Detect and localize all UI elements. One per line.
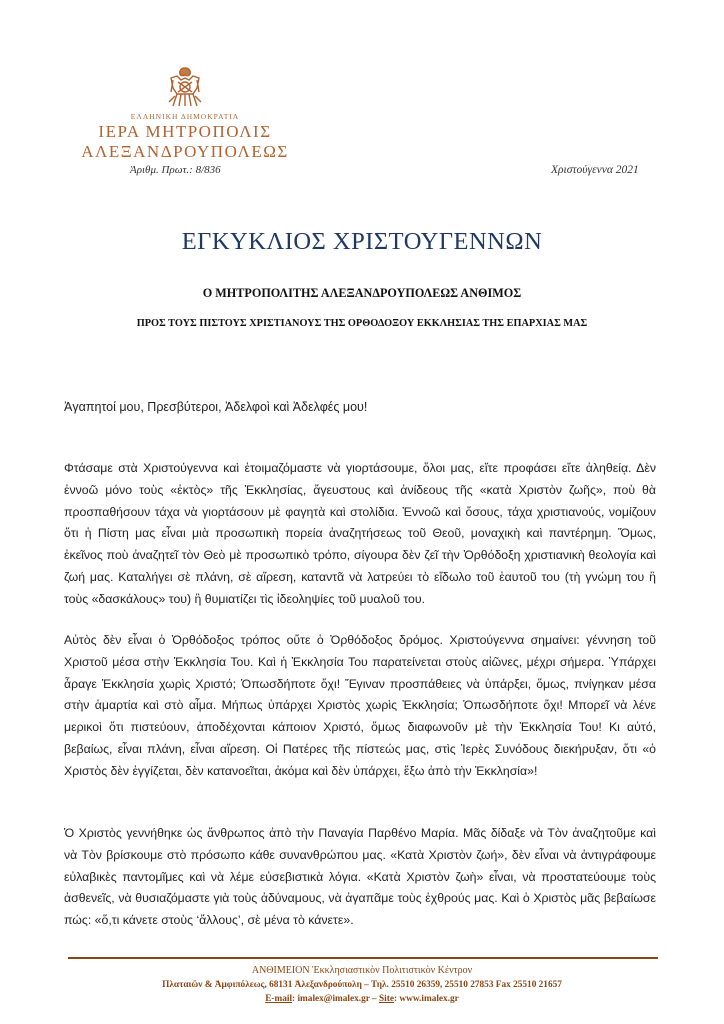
metropolis-name-line2: ΑΛΕΞΑΝΔΡΟΥΠΟΛΕΩΣ (81, 142, 289, 161)
document-date: Χριστούγεννα 2021 (551, 164, 639, 176)
double-headed-eagle-icon (163, 64, 207, 110)
site-label: Site (379, 994, 394, 1004)
footer-divider (68, 957, 658, 959)
paragraph: Ὁ Χριστὸς γεννήθηκε ὡς ἄνθρωπος ἀπὸ τὴν Παναγία Παρθένο Μαρία. Μᾶς δίδαξε νὰ Τὸν ἀναζητοῦμε καὶ νὰ Τὸν βρίσκουμε στὸ πρόσωπο κάθε συνανθρώπου μας. «Κατὰ Χριστὸν ζωή», δὲν εἶναι νὰ ἀντιγράφουμε εὐλαβικὲς παντομῖμες καὶ νὰ λέμε εὐσεβιστικὰ λόγια. «Κατὰ Χριστὸν ζωὴ» εἶναι, νὰ προστατεύουμε τοὺς ἀσθενεῖς, νὰ θυσιαζόμαστε γιὰ τοὺς ἀδύναμους, νὰ ἀγαπᾶμε τοὺς ἐχθρούς μας. Καὶ ὁ Χριστὸς μᾶς βεβαίωσε πώς: «ὅ,τι κάνετε στοὺς ‘ἄλλους’, σὲ μένα τὸ κάνετε». (64, 826, 656, 928)
site-link[interactable]: www.imalex.gr (399, 994, 459, 1004)
paragraph: Φτάσαμε στὰ Χριστούγεννα καὶ ἑτοιμαζόμαστε νὰ γιορτάσουμε, ὅλοι μας, εἴτε προφάσει εἴτε ἀληθείᾳ. Δὲν ἐννοῶ μόνο τοὺς «ἐκτὸς» τῆς Ἐκκλησίας, ἄγευστους καὶ ἀνίδεους τῆς «κατὰ Χριστὸν ζωῆς», ποὺ θὰ προσπαθήσουν τάχα νὰ γιορτάσουν μὲ φαγητὰ καὶ στολίδια. Ἐννοῶ καὶ ὅσους, τάχα χριστιανούς, νομίζουν ὅτι ἡ Πίστη μας εἶναι μιὰ προσωπικὴ πορεία ἀναζητήσεως τοῦ Θεοῦ, μοναχικὴ καὶ παντέρημη. Ὅμως, ἐκεῖνος ποὺ ἀναζητεῖ τὸν Θεὸ μὲ προσωπικὸ τρόπο, σίγουρα δὲν ζεῖ τὴν Ὀρθόδοξη χριστιανικὴ θεολογία καὶ ζωή μας. Καταλήγει σὲ πλάνη, σὲ αἵρεση, καταντᾶ νὰ λατρεύει τὸ εἴδωλο τοῦ ἑαυτοῦ του (τὴ γνώμη του ἢ τοὺς «δασκάλους» του) ἢ θυμιατίζει τὶς ἰδεοληψίες τοῦ μυαλοῦ του. (64, 461, 656, 606)
footer (0, 964, 724, 1006)
footer-contact: E-mail: imalex@imalex.gr – Site: www.imalex.gr (265, 994, 459, 1004)
email-link[interactable]: imalex@imalex.gr (297, 994, 370, 1004)
footer-organization: ΑΝΘΙΜΕΙΟΝ Ἐκκλησιαστικὸν Πολιτιστικὸν Κέντρον (251, 965, 473, 976)
document-subtitle: Ο ΜΗΤΡΟΠΟΛΙΤΗΣ ΑΛΕΞΑΝΔΡΟΥΠΟΛΕΩΣ ΑΝΘΙΜΟΣ (202, 286, 522, 300)
protocol-number: Ἀριθμ. Πρωτ.: 8/836 (130, 164, 221, 176)
greeting: Ἀγαπητοί μου, Πρεσβύτεροι, Ἀδελφοὶ καὶ Ἀδελφές μου! (64, 400, 368, 414)
document-addressee: ΠΡΟΣ ΤΟΥΣ ΠΙΣΤΟΥΣ ΧΡΙΣΤΙΑΝΟΥΣ ΤΗΣ ΟΡΘΟΔΟΞΟΥ ΕΚΚΛΗΣΙΑΣ ΤΗΣ ΕΠΑΡΧΙΑΣ ΜΑΣ (136, 318, 588, 329)
republic-label: ΕΛΛΗΝΙΚΗ ΔΗΜΟΚΡΑΤΙΑ (130, 112, 240, 121)
letterhead (60, 64, 310, 162)
metropolis-name-line1: ΙΕΡΑ ΜΗΤΡΟΠΟΛΙΣ (98, 122, 272, 141)
document-title: ΕΓΚΥΚΛΙΟΣ ΧΡΙΣΤΟΥΓΕΝΝΩΝ (181, 228, 543, 255)
footer-address: Πλαταιῶν & Ἀμφιπόλεως, 68131 Ἀλεξανδρούπολη – Τηλ. 25510 26359, 25510 27853 Fax 25510 21657 (162, 980, 562, 990)
email-label: E-mail (265, 994, 293, 1004)
paragraph: Αὐτὸς δὲν εἶναι ὁ Ὀρθόδοξος τρόπος οὔτε ὁ Ὀρθόδοξος δρόμος. Χριστούγεννα σημαίνει: γέννηση τοῦ Χριστοῦ μέσα στὴν Ἐκκλησία Του. Καὶ ἡ Ἐκκλησία Του παρατείνεται στοὺς αἰῶνες, μέχρι σήμερα. Ὑπάρχει ἆραγε Ἐκκλησία χωρὶς Χριστό; Ὁπωσδήποτε ὄχι! Ἔγιναν προσπάθειες νὰ ὑπάρξει, ὅμως, πνίγηκαν μέσα στὴν ἁμαρτία καὶ στὸ αἷμα. Μήπως ὑπάρχει Χριστὸς χωρὶς Ἐκκλησία; Ὁπωσδήποτε ὄχι! Μπορεῖ νὰ λένε μερικοὶ ὅτι πιστεύουν, ἀποδέχονται κάποιον Χριστό, ὅμως διαφωνοῦν μὲ τὴν Ἐκκλησία Του! Κι αὐτό, βεβαίως, εἶναι πλάνη, εἶναι αἵρεση. Οἱ Πατέρες τῆς πίστεώς μας, στὶς Ἱερὲς Συνόδους διεκήρυξαν, ὅτι «ὁ Χριστὸς δὲν ἐγγίζεται, δὲν κατανοεῖται, ἀκόμα καὶ δὲν ὑπάρχει, ἔξω ἀπὸ τὴν Ἐκκλησία»! (64, 633, 656, 778)
